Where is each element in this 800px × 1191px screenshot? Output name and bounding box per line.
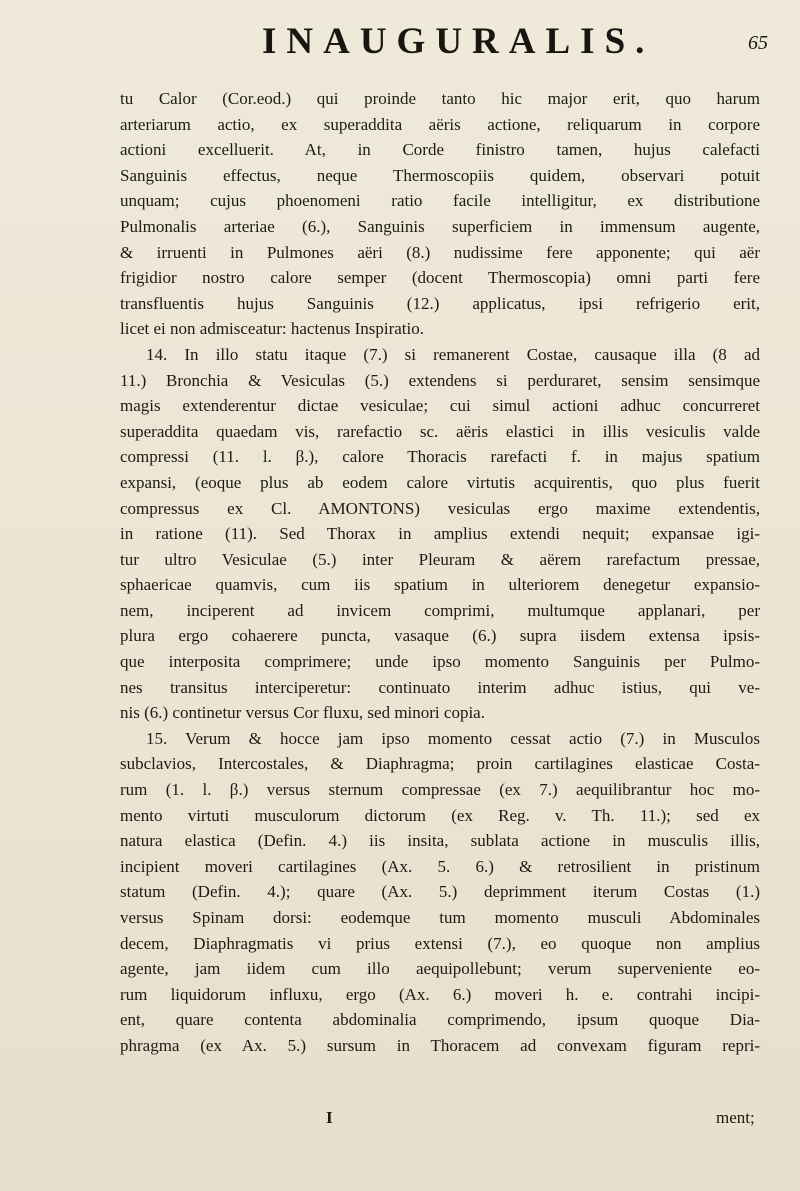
text-line: rum (1. l. β.) versus sternum compressae (ex 7.) aequilibrantur hoc mo- [120,780,760,800]
text-line: superaddita quaedam vis, rarefactio sc. aëris elastici in illis vesiculis valde [120,421,760,441]
text-line: mento virtuti musculorum dictorum (ex Reg. v. Th. 11.); sed ex [120,805,760,825]
text-line: nes transitus interciperetur: continuato interim adhuc istius, qui ve- [120,677,760,697]
text-line: in ratione (11). Sed Thorax in amplius extendi nequit; expansae igi- [120,524,760,544]
text-line: versus Spinam dorsi: eodemque tum momento musculi Abdominales [120,908,760,927]
text-line: rum liquidorum influxu, ergo (Ax. 6.) moveri h. e. contrahi incipi- [120,984,760,1004]
text-line: nem, inciperent ad invicem comprimi, multumque applanari, per [120,600,760,620]
text-line: magis extenderentur dictae vesiculae; cui simul actioni adhuc concurreret [120,396,760,416]
text-line: compressus ex Cl. AMONTONS) vesiculas ergo maxime extendentis, [120,498,760,518]
text-line: transfluentis hujus Sanguinis (12.) applicatus, ipsi refrigerio erit, [120,293,760,313]
text-line: tur ultro Vesiculae (5.) inter Pleuram & aërem rarefactum pressae, [120,549,760,569]
running-head: INAUGURALIS. [262,21,655,62]
text-line: agente, jam iidem cum illo aequipollebunt; verum superveniente eo- [120,959,760,979]
text-line: licet ei non admisceatur: hactenus Inspiratio. [120,319,425,339]
text-line: & irruenti in Pulmones aëri (8.) nudissime fere apponente; qui aër [120,242,760,262]
text-line: phragma (ex Ax. 5.) sursum in Thoracem ad convexam figuram repri- [120,1035,760,1055]
text-line: plura ergo cohaerere puncta, vasaque (6.) supra iisdem extensa ipsis- [120,626,760,646]
text-line: 15. Verum & hocce jam ipso momento cessat actio (7.) in Musculos [146,728,760,748]
text-line: expansi, (eoque plus ab eodem calore virtutis acquirentis, quo plus fuerit [120,472,760,492]
catchword: ment; [716,1108,755,1127]
text-line: frigidior nostro calore semper (docent Thermoscopia) omni parti fere [120,268,760,288]
text-line: 11.) Bronchia & Vesiculas (5.) extendens si perduraret, sensim sensimque [120,370,760,390]
signature-mark: I [326,1108,333,1127]
text-line: actioni excelluerit. At, in Corde finistro tamen, hujus calefacti [120,140,760,160]
body-text [120,86,760,1059]
text-line: compressi (11. l. β.), calore Thoracis rarefacti f. in majus spatium [120,447,760,467]
page-footer [0,1108,800,1134]
text-line: incipient moveri cartilagines (Ax. 5. 6.) & retrosilient in pristinum [120,856,760,876]
text-line: Pulmonalis arteriae (6.), Sanguinis superficiem in immensum augente, [120,216,760,236]
text-line: subclavios, Intercostales, & Diaphragma; proin cartilagines elasticae Costa- [120,754,760,774]
text-line: que interposita comprimere; unde ipso momento Sanguinis per Pulmo- [120,652,760,672]
text-line: ent, quare contenta abdominalia comprimendo, ipsum quoque Dia- [120,1010,760,1030]
text-line: nis (6.) continetur versus Cor fluxu, sed minori copia. [120,703,485,723]
text-line: arteriarum actio, ex superaddita aëris actione, reliquarum in corpore [120,114,760,134]
page-number: 65 [748,32,768,54]
text-line: unquam; cujus phoenomeni ratio facile intelligitur, ex distributione [120,191,760,211]
text-line: Sanguinis effectus, neque Thermoscopiis quidem, observari potuit [120,165,760,185]
text-line: sphaericae quamvis, cum iis spatium in ulteriorem denegetur expansio- [120,575,760,595]
text-line: decem, Diaphragmatis vi prius extensi (7.), eo quoque non amplius [120,933,760,953]
text-line: 14. In illo statu itaque (7.) si remanerent Costae, causaque illa (8 ad [146,344,760,364]
page-header [0,20,800,64]
text-line: statum (Defin. 4.); quare (Ax. 5.) deprimment iterum Costas (1.) [120,882,760,902]
text-line: tu Calor (Cor.eod.) qui proinde tanto hic major erit, quo harum [120,89,760,108]
text-line: natura elastica (Defin. 4.) iis insita, sublata actione in musculis illis, [120,831,760,851]
